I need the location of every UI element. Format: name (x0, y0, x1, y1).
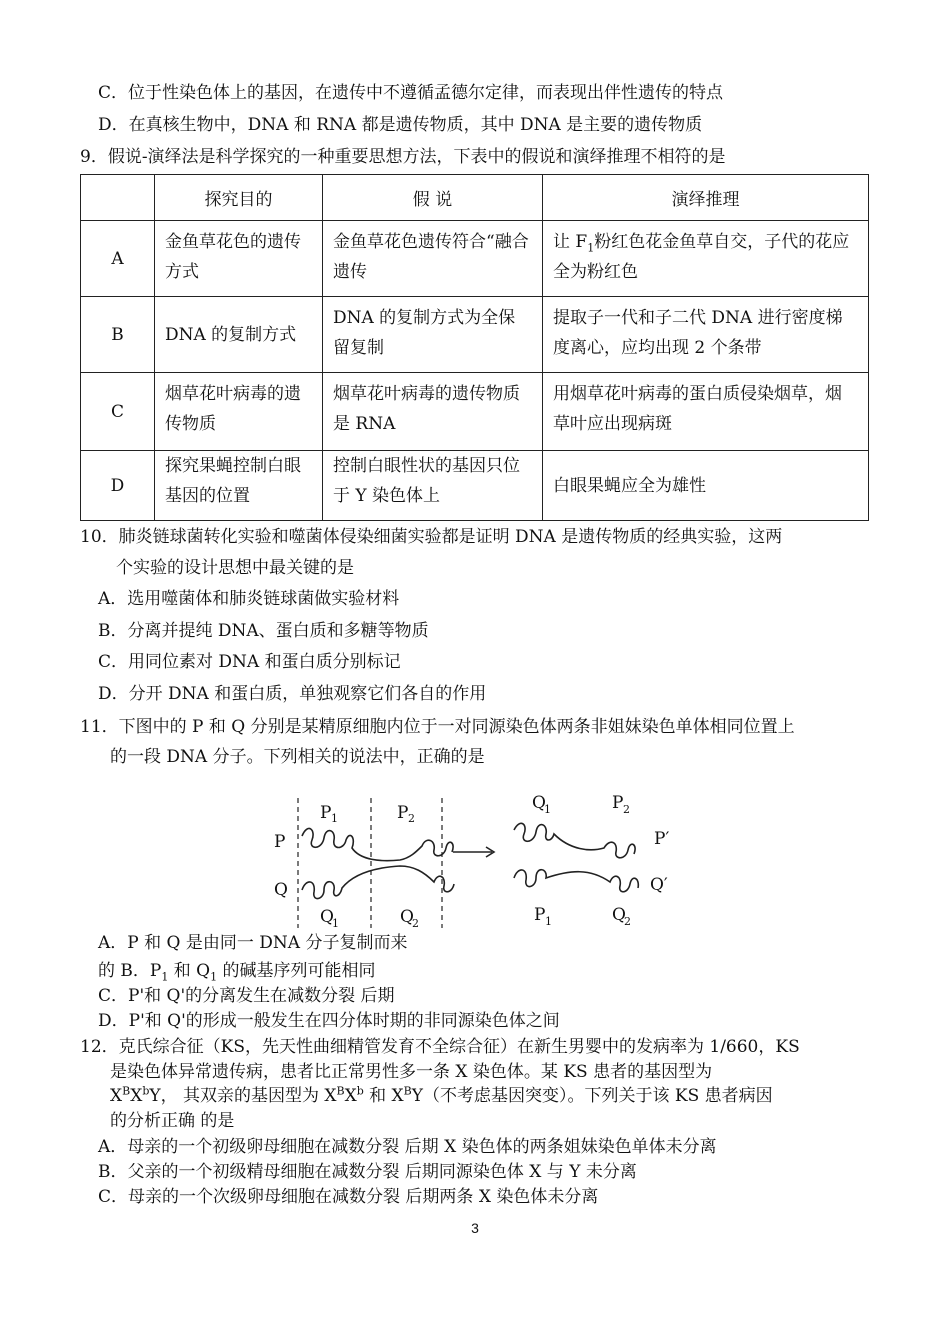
row-purpose: DNA 的复制方式 (155, 297, 323, 373)
q11-stem-line1: 11．下图中的 P 和 Q 分别是某精原细胞内位于一对同源染色体两条非姐妹染色单体相同位置上 (80, 717, 795, 737)
q9-stem: 9．假说-演绎法是科学探究的一种重要思想方法，下表中的假说和演绎推理不相符的是 (80, 147, 726, 167)
row-option: A (81, 221, 155, 297)
row-purpose: 探究果蝇控制白眼基因的位置 (155, 451, 323, 521)
svg-text:2: 2 (624, 915, 631, 928)
table-header-purpose: 探究目的 (155, 175, 323, 221)
row-deduction: 白眼果蝇应全为雄性 (543, 451, 869, 521)
row-purpose: 金鱼草花色的遗传方式 (155, 221, 323, 297)
svg-text:P: P (397, 803, 409, 823)
row-purpose: 烟草花叶病毒的遗传物质 (155, 373, 323, 451)
q12-stem-line2: 是染色体异常遗传病，患者比正常男性多一条 X 染色体。某 KS 患者的基因型为 (110, 1062, 713, 1082)
q12-option-c: C．母亲的一个次级卵母细胞在减数分裂 后期两条 X 染色体未分离 (98, 1187, 599, 1207)
svg-text:Q′: Q′ (650, 875, 668, 895)
q11-option-b: 的 B．$P_1$ 和 $Q_1$ 的碱基序列可能相同 (98, 961, 376, 984)
q10-option-b: B．分离并提纯 DNA、蛋白质和多糖等物质 (98, 621, 429, 641)
svg-text:1: 1 (544, 803, 551, 816)
dna-crossover-figure (270, 790, 690, 940)
table-row (81, 221, 869, 297)
row-deduction: 提取子一代和子二代 DNA 进行密度梯度离心，应均出现 2 个条带 (543, 297, 869, 373)
row-deduction: 用烟草花叶病毒的蛋白质侵染烟草，烟草叶应出现病斑 (543, 373, 869, 451)
row-option: D (81, 451, 155, 521)
q8-option-c: C．位于性染色体上的基因，在遗传中不遵循孟德尔定律，而表现出伴性遗传的特点 (98, 83, 724, 103)
row-deduction: 让 $F_1$粉红色花金鱼草自交，子代的花应全为粉红色 (543, 221, 869, 297)
table-row (81, 451, 869, 521)
svg-text:1: 1 (332, 917, 339, 930)
row-option: B (81, 297, 155, 373)
row-hypothesis: DNA 的复制方式为全保留复制 (323, 297, 543, 373)
table-header-deduction: 演绎推理 (543, 175, 869, 221)
svg-text:Q: Q (274, 880, 288, 900)
row-option: C (81, 373, 155, 451)
page-number: 3 (471, 1220, 479, 1236)
svg-text:Q: Q (532, 793, 546, 813)
q12-stem-line4: 的分析正确 的是 (110, 1111, 235, 1131)
table-header-hypothesis: 假 说 (323, 175, 543, 221)
svg-text:P: P (320, 803, 332, 823)
svg-text:P: P (612, 793, 624, 813)
q10-stem-line1: 10．肺炎链球菌转化实验和噬菌体侵染细菌实验都是证明 DNA 是遗传物质的经典实验，这两 (80, 527, 783, 547)
svg-text:2: 2 (408, 812, 415, 825)
q11-option-d: D．P'和 Q'的形成一般发生在四分体时期的非同源染色体之间 (98, 1011, 560, 1031)
svg-text:P: P (534, 905, 546, 925)
svg-text:Q: Q (320, 907, 334, 927)
q10-option-c: C．用同位素对 DNA 和蛋白质分别标记 (98, 652, 401, 672)
q11-stem-line2: 的一段 DNA 分子。下列相关的说法中，正确的是 (110, 747, 485, 767)
q11-option-a: A．P 和 Q 是由同一 DNA 分子复制而来 (98, 933, 408, 953)
row-hypothesis: 金鱼草花色遗传符合“融合遗传 (323, 221, 543, 297)
svg-text:Q: Q (612, 905, 626, 925)
table-header-empty (81, 175, 155, 221)
svg-text:P′: P′ (654, 829, 670, 849)
svg-text:2: 2 (623, 803, 630, 816)
q10-option-a: A．选用噬菌体和肺炎链球菌做实验材料 (98, 589, 400, 609)
svg-text:2: 2 (412, 917, 419, 930)
svg-text:Q: Q (400, 907, 414, 927)
row-hypothesis: 控制白眼性状的基因只位于 Y 染色体上 (323, 451, 543, 521)
q12-option-a: A．母亲的一个初级卵母细胞在减数分裂 后期 X 染色体的两条姐妹染色单体未分离 (98, 1137, 717, 1157)
q12-option-b: B．父亲的一个初级精母细胞在减数分裂 后期同源染色体 X 与 Y 未分离 (98, 1162, 637, 1182)
q12-stem-line1: 12．克氏综合征（KS，先天性曲细精管发育不全综合征）在新生男婴中的发病率为 1/660，KS (80, 1037, 800, 1057)
table-row (81, 297, 869, 373)
svg-text:P: P (274, 832, 286, 852)
q10-stem-line2: 个实验的设计思想中最关键的是 (116, 558, 354, 578)
q12-stem-line3: $X^BX^bY$， 其双亲的基因型为 $X^BX^b$ 和 $X^BY$（不考虑基因突变）。下列关于该 KS 患者病因 (110, 1084, 773, 1106)
svg-text:1: 1 (331, 812, 338, 825)
q10-option-d: D．分开 DNA 和蛋白质，单独观察它们各自的作用 (98, 684, 487, 704)
row-hypothesis: 烟草花叶病毒的遗传物质是 RNA (323, 373, 543, 451)
table-row (81, 373, 869, 451)
q9-table (80, 174, 869, 521)
svg-text:1: 1 (545, 915, 552, 928)
q8-option-d: D．在真核生物中，DNA 和 RNA 都是遗传物质，其中 DNA 是主要的遗传物质 (98, 115, 703, 135)
q11-option-c: C．P'和 Q'的分离发生在减数分裂 后期 (98, 986, 395, 1006)
